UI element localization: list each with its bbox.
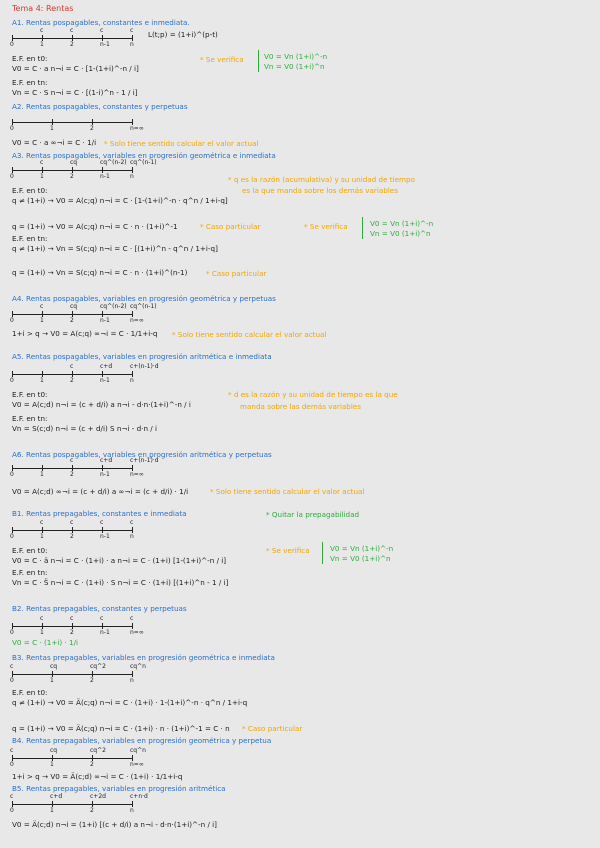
timeline-b5 (12, 804, 132, 805)
ef-t0-b1: E.F. en t0: (12, 546, 48, 555)
ef-tn-b1: E.F. en tn: (12, 568, 48, 577)
verify-a1: * Se verifica (200, 55, 244, 64)
timeline-tick-label: 0 (10, 761, 14, 768)
v0-b5: V0 = Ä(c;d) n¬i = (1+i) [(c + d/i) a n¬i - d·n·(1+i)^-n / i] (12, 820, 217, 829)
timeline-b3 (12, 674, 132, 675)
timeline-tick-label: n (130, 377, 134, 384)
timeline-tick-label: 1 (40, 317, 44, 324)
timeline-tick-label: n=∞ (130, 761, 144, 768)
timeline-tick-label: 0 (10, 677, 14, 684)
timeline-amount-label: cq^(n-2) (100, 159, 127, 166)
timeline-amount-label: c+n·d (130, 793, 148, 800)
timeline-tick-label: n-1 (100, 629, 110, 636)
ef-t0-b3: E.F. en t0: (12, 688, 48, 697)
timeline-tick-label: 2 (90, 761, 94, 768)
v0-b4: 1+i > q → V0 = Ä(c;d) ∞¬i = C · (1+i) · 1/1+i-q (12, 772, 183, 781)
heading-a5: A5. Rentas pospagables, variables en progresión aritmética e inmediata (12, 352, 272, 361)
timeline-amount-label: cq^(n-2) (100, 303, 127, 310)
v0-a5: V0 = A(c;d) n¬i = (c + d/i) a n¬i - d·n·(1+i)^-n / i (12, 400, 191, 409)
timeline-amount-label: c (100, 519, 104, 526)
page-title: Tema 4: Rentas (12, 4, 74, 13)
v0-b2: V0 = C · (1+i) · 1/i (12, 638, 79, 647)
timeline-tick-label: 2 (70, 533, 74, 540)
timeline-amount-label: c+d (100, 457, 113, 464)
timeline-amount-label: cq (70, 303, 78, 310)
verify-a3: * Se verifica (304, 222, 348, 231)
ef-tn-a5: E.F. en tn: (12, 414, 48, 423)
note-a6: * Solo tiene sentido calcular el valor actual (210, 487, 365, 496)
timeline-tick-label: 2 (90, 807, 94, 814)
relation-b1-2: Vn = V0 (1+i)^n (330, 554, 391, 563)
timeline-tick-label: n=∞ (130, 317, 144, 324)
timeline-amount-label: c (40, 159, 44, 166)
timeline-tick-label: 0 (10, 533, 14, 540)
timeline-amount-label: cq (70, 159, 78, 166)
vnb-a3: q = (1+i) → Vn = S(c;q) n¬i = C · n · (1+i)^(n-1) (12, 268, 188, 277)
relation-b1-1: V0 = Vn (1+i)^-n (330, 544, 394, 553)
timeline-amount-label: cq^(n-1) (130, 159, 157, 166)
v0-b3: q ≠ (1+i) → V0 = Ä(c;q) n¬i = C · (1+i) · 1-(1+i)^-n · q^n / 1+i-q (12, 698, 248, 707)
timeline-tick-label: n-1 (100, 471, 110, 478)
brace-a3 (362, 217, 369, 239)
timeline-amount-label: cq^2 (90, 663, 106, 670)
timeline-tick-label: 1 (50, 807, 54, 814)
timeline-tick-label: 2 (90, 125, 94, 132)
note-a3-q: * q es la razón (acumulativa) y su unidad de tiempo (228, 175, 415, 184)
heading-a1: A1. Rentas pospagables, constantes e inmediata. (12, 18, 190, 27)
timeline-amount-label: cq^n (130, 747, 146, 754)
timeline-a2 (12, 122, 132, 123)
note-a3-cp: * Caso particular (200, 222, 261, 231)
timeline-tick-label: n-1 (100, 533, 110, 540)
timeline-tick-label: n-1 (100, 173, 110, 180)
ef-tn-a3: E.F. en tn: (12, 234, 48, 243)
v0-b1: V0 = C · ä n¬i = C · (1+i) · a n¬i = C · (1+i) [1-(1+i)^-n / i] (12, 556, 227, 565)
timeline-amount-label: c (10, 793, 14, 800)
formula-a1: L(t;p) = (1+i)^(p-t) (148, 30, 218, 39)
timeline-tick-label: 1 (40, 377, 44, 384)
heading-b2: B2. Rentas prepagables, constantes y perpetuas (12, 604, 187, 613)
timeline-tick-label: n-1 (100, 41, 110, 48)
relation-a1-1: V0 = Vn (1+i)^-n (264, 52, 328, 61)
timeline-amount-label: c (40, 615, 44, 622)
heading-a6: A6. Rentas pospagables, variables en progresión aritmética y perpetuas (12, 450, 272, 459)
timeline-amount-label: cq (50, 747, 58, 754)
note-a4: * Solo tiene sentido calcular el valor actual (172, 330, 327, 339)
timeline-b4 (12, 758, 132, 759)
timeline-tick-label: n-1 (100, 377, 110, 384)
vn-a5: Vn = S(c;d) n¬i = (c + d/i) S n¬i - d·n / i (12, 424, 158, 433)
note-b3-cp: * Caso particular (242, 724, 303, 733)
timeline-tick-label: 2 (70, 317, 74, 324)
heading-a3: A3. Rentas pospagables, variables en progresión geométrica e inmediata (12, 151, 276, 160)
timeline-tick-label: 1 (50, 677, 54, 684)
note-a3-cp2: * Caso particular (206, 269, 267, 278)
heading-b1: B1. Rentas prepagables, constantes e inmediata (12, 509, 187, 518)
timeline-amount-label: cq^n (130, 663, 146, 670)
note-a5-d2: manda sobre las demás variables (240, 402, 362, 411)
brace-b1 (322, 542, 329, 564)
ef-t0-a3: E.F. en t0: (12, 186, 48, 195)
v0-a6: V0 = A(c;d) ∞¬i = (c + d/i) a ∞¬i = (c + d/i) · 1/i (12, 487, 189, 496)
timeline-tick-label: 2 (70, 377, 74, 384)
timeline-tick-label: 1 (50, 125, 54, 132)
heading-b4: B4. Rentas prepagables, variables en progresión geométrica y perpetua (12, 736, 272, 745)
timeline-amount-label: c (70, 27, 74, 34)
timeline-tick-label: 0 (10, 173, 14, 180)
timeline-amount-label: c (70, 363, 74, 370)
timeline-amount-label: c (40, 27, 44, 34)
v0-a4: 1+i > q → V0 = A(c;q) ∞¬i = C · 1/1+i-q (12, 329, 158, 338)
timeline-amount-label: c (130, 615, 134, 622)
timeline-amount-label: c (130, 27, 134, 34)
timeline-tick-label: 2 (70, 629, 74, 636)
timeline-tick-label: 1 (40, 173, 44, 180)
v0-a3: q ≠ (1+i) → V0 = A(c;q) n¬i = C · [1-(1+i)^-n · q^n / 1+i-q] (12, 196, 228, 205)
ef-t0-a5: E.F. en t0: (12, 390, 48, 399)
timeline-amount-label: c+(n-1)·d (130, 363, 159, 370)
timeline-tick-label: n (130, 533, 134, 540)
v0b-a3: q = (1+i) → V0 = A(c;q) n¬i = C · n · (1+i)^-1 (12, 222, 178, 231)
timeline-tick-label: 2 (70, 471, 74, 478)
v0-a1: V0 = C · a n¬i = C · [1-(1+i)^-n / i] (12, 64, 139, 73)
timeline-tick-label: 0 (10, 41, 14, 48)
relation-a3-1: V0 = Vn (1+i)^-n (370, 219, 434, 228)
note-b1-quit: * Quitar la prepagabilidad (266, 510, 360, 519)
timeline-amount-label: c (70, 615, 74, 622)
timeline-tick-label: 2 (70, 41, 74, 48)
timeline-amount-label: c (70, 457, 74, 464)
timeline-amount-label: cq (50, 663, 58, 670)
timeline-tick-label: 0 (10, 125, 14, 132)
timeline-tick-label: 1 (50, 761, 54, 768)
relation-a3-2: Vn = V0 (1+i)^n (370, 229, 431, 238)
verify-b1: * Se verifica (266, 546, 310, 555)
relation-a1-2: Vn = V0 (1+i)^n (264, 62, 325, 71)
v0b-b3: q = (1+i) → V0 = Ä(c;q) n¬i = C · (1+i) · n · (1+i)^-1 = C · n (12, 724, 230, 733)
ef-t0-a1: E.F. en t0: (12, 54, 48, 63)
v0-a2: V0 = C · a ∞¬i = C · 1/i (12, 138, 97, 147)
vn-a1: Vn = C · S n¬i = C · [(1-i)^n - 1 / i] (12, 88, 138, 97)
note-a5-d: * d es la razón y su unidad de tiempo es la que (228, 390, 398, 399)
timeline-tick-label: 0 (10, 629, 14, 636)
timeline-tick-label: 0 (10, 377, 14, 384)
heading-b3: B3. Rentas prepagables, variables en progresión geométrica e inmediata (12, 653, 275, 662)
heading-a4: A4. Rentas pospagables, variables en progresión geométrica y perpetuas (12, 294, 276, 303)
timeline-tick-label: n (130, 41, 134, 48)
timeline-tick-label: n=∞ (130, 629, 144, 636)
timeline-amount-label: c+d (50, 793, 63, 800)
timeline-tick-label: n (130, 807, 134, 814)
timeline-amount-label: c (130, 519, 134, 526)
timeline-tick-label: 0 (10, 471, 14, 478)
timeline-amount-label: c+d (100, 363, 113, 370)
timeline-amount-label: c (40, 519, 44, 526)
timeline-amount-label: cq^2 (90, 747, 106, 754)
timeline-tick-label: n-1 (100, 317, 110, 324)
timeline-amount-label: c (10, 747, 14, 754)
timeline-tick-label: 0 (10, 317, 14, 324)
timeline-tick-label: 1 (40, 41, 44, 48)
note-a2: * Solo tiene sentido calcular el valor actual (104, 139, 259, 148)
timeline-tick-label: 0 (10, 807, 14, 814)
timeline-tick-label: 2 (90, 677, 94, 684)
timeline-amount-label: c (100, 615, 104, 622)
ef-tn-a1: E.F. en tn: (12, 78, 48, 87)
timeline-tick-label: 1 (40, 471, 44, 478)
timeline-amount-label: c (10, 663, 14, 670)
timeline-amount-label: c (70, 519, 74, 526)
timeline-tick-label: n (130, 677, 134, 684)
timeline-tick-label: n=∞ (130, 471, 144, 478)
timeline-amount-label: c (40, 303, 44, 310)
vn-a3: q ≠ (1+i) → Vn = S(c;q) n¬i = C · [(1+i)^n - q^n / 1+i-q] (12, 244, 218, 253)
timeline-tick-label: 2 (70, 173, 74, 180)
timeline-amount-label: c+2d (90, 793, 106, 800)
timeline-amount-label: c+(n-1)·d (130, 457, 159, 464)
note-a3-q2: es la que manda sobre los demás variables (242, 186, 398, 195)
timeline-amount-label: cq^(n-1) (130, 303, 157, 310)
timeline-tick-label: n (130, 173, 134, 180)
vn-b1: Vn = C · S̈ n¬i = C · (1+i) · S n¬i = C · (1+i) [(1+i)^n - 1 / i] (12, 578, 229, 587)
timeline-tick-label: 1 (40, 533, 44, 540)
heading-b5: B5. Rentas prepagables, variables en progresión aritmética (12, 784, 226, 793)
timeline-amount-label: c (100, 27, 104, 34)
heading-a2: A2. Rentas pospagables, constantes y perpetuas (12, 102, 188, 111)
timeline-tick-label: 1 (40, 629, 44, 636)
timeline-tick-label: n=∞ (130, 125, 144, 132)
